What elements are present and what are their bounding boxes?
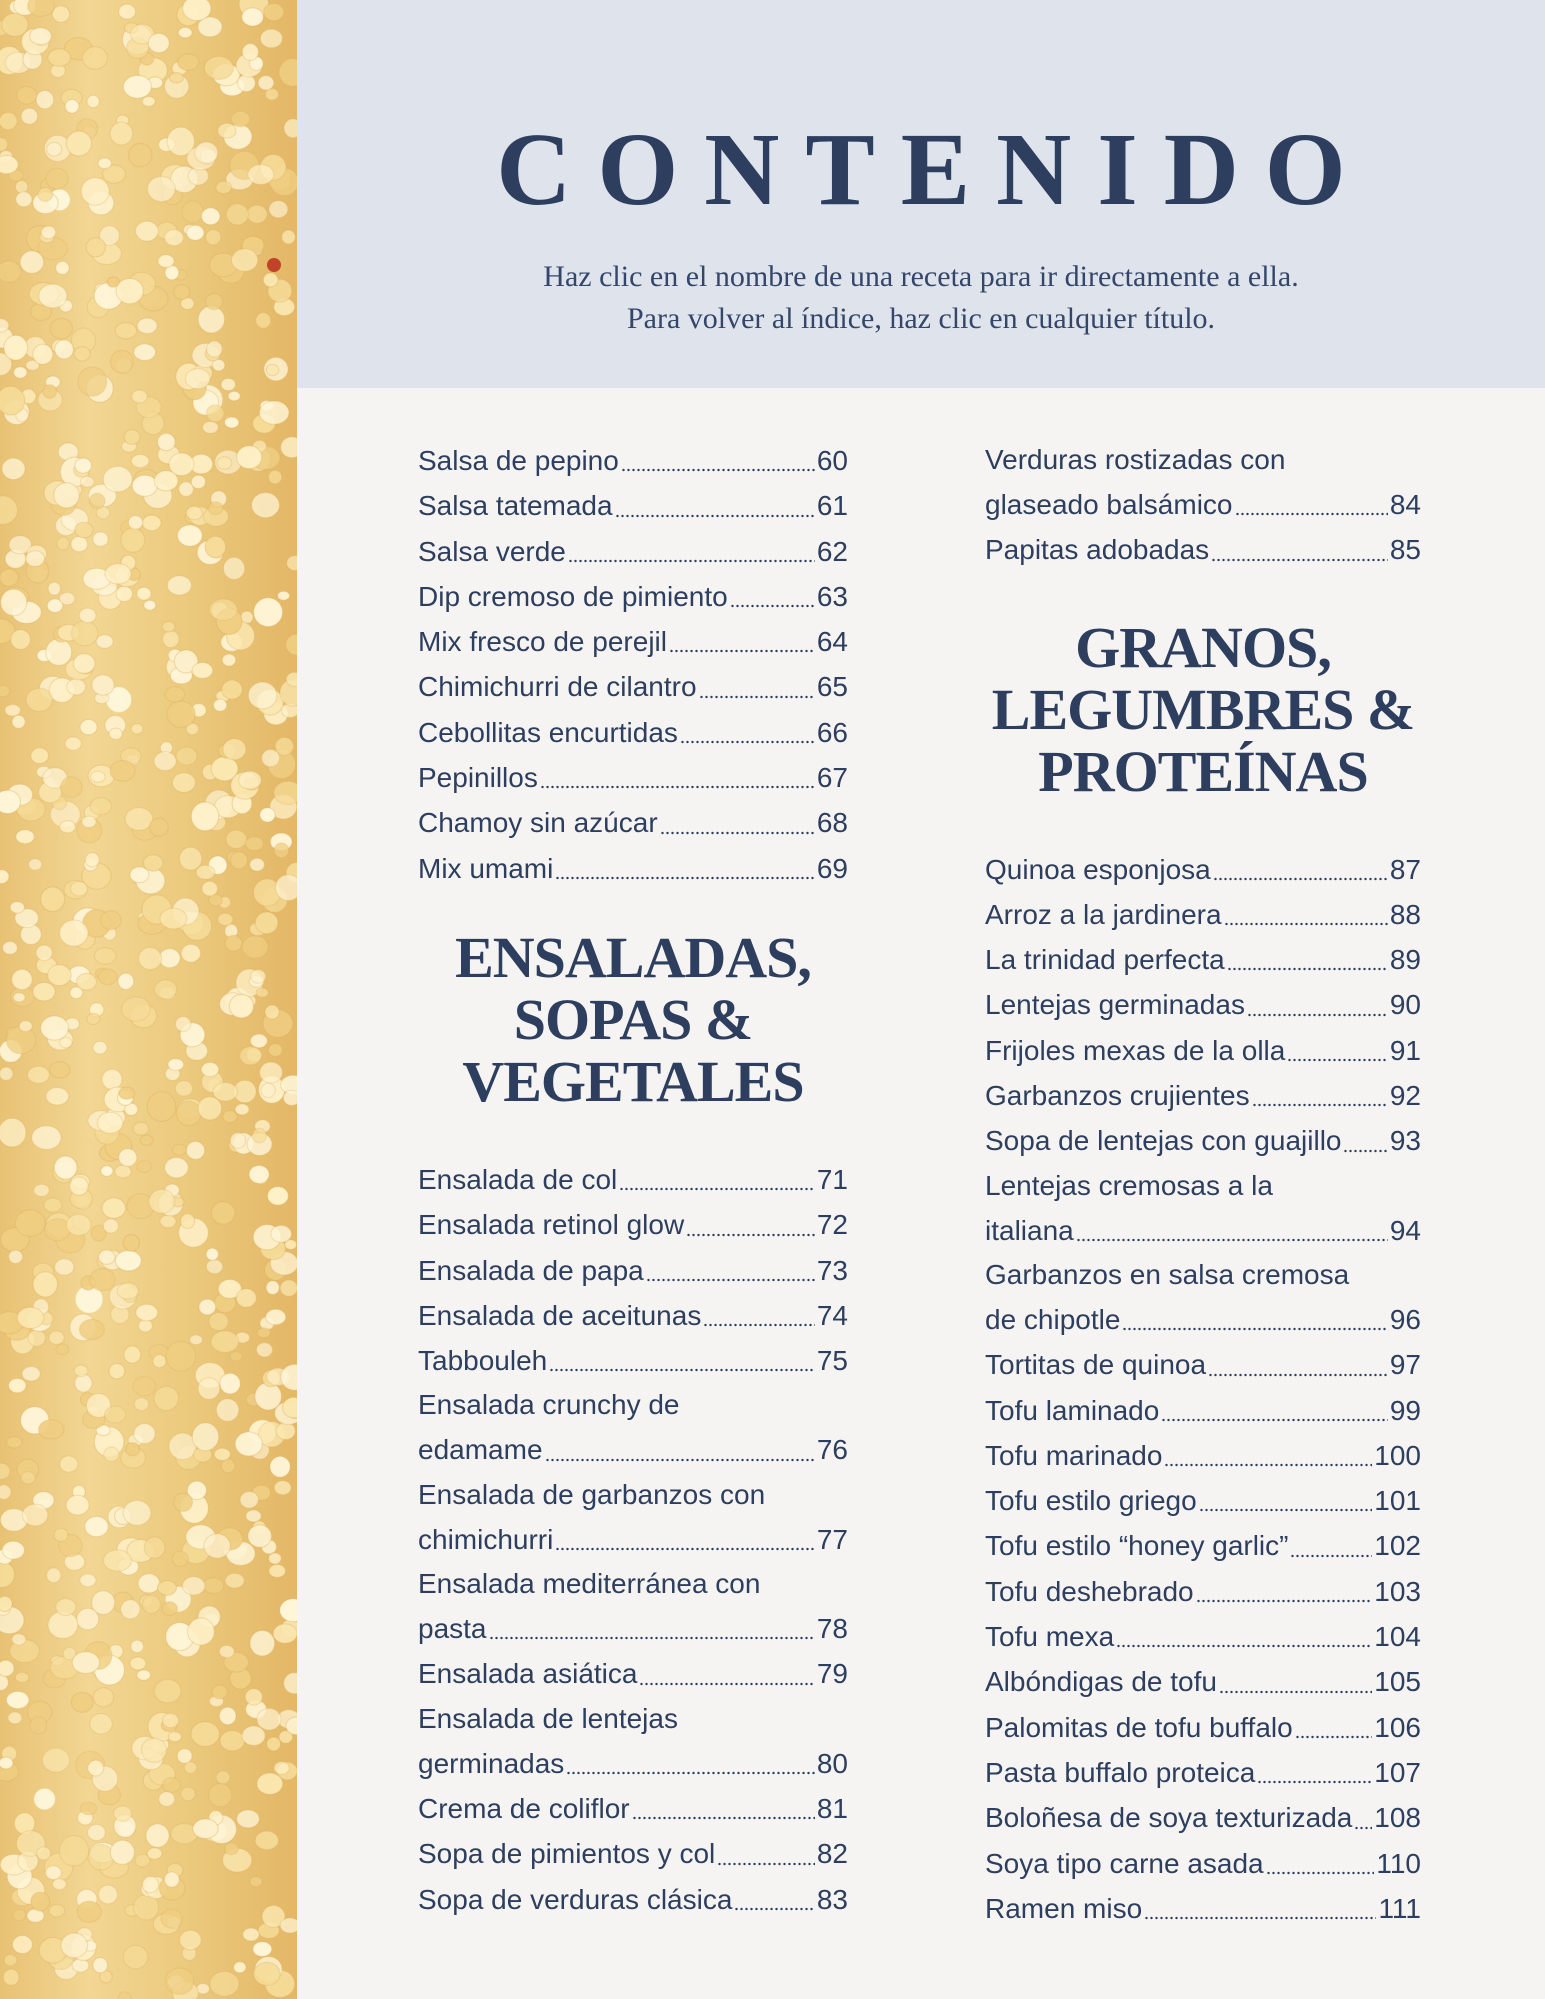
toc-right-column	[985, 438, 1421, 1931]
toc-entry-page: 106	[1374, 1711, 1421, 1743]
dot-leader	[660, 831, 815, 835]
toc-entry-name: italiana	[985, 1214, 1074, 1246]
toc-entry-name: Sopa de pimientos y col	[418, 1838, 716, 1870]
toc-entry-name-line1: Ensalada de garbanzos con	[418, 1478, 766, 1510]
toc-entry-name: Boloñesa de soya texturizada	[985, 1802, 1353, 1834]
toc-entry[interactable]	[418, 1383, 848, 1472]
toc-entry-page: 102	[1374, 1530, 1421, 1562]
dot-leader	[717, 1862, 815, 1866]
toc-entry-page: 89	[1389, 944, 1421, 976]
toc-entry[interactable]	[985, 1886, 1421, 1931]
toc-entry-name: Quinoa esponjosa	[985, 853, 1211, 885]
dot-leader	[632, 1816, 815, 1820]
toc-entry[interactable]	[985, 1073, 1421, 1118]
dot-leader	[555, 1547, 814, 1551]
toc-entry-name: Tofu laminado	[985, 1394, 1160, 1426]
toc-entry-page: 73	[816, 1254, 848, 1286]
toc-entry-name: Tofu marinado	[985, 1439, 1163, 1471]
toc-entry[interactable]	[418, 438, 848, 483]
dot-leader	[568, 559, 815, 563]
toc-entry[interactable]	[985, 1614, 1421, 1659]
toc-entry[interactable]	[985, 1750, 1421, 1795]
toc-entry-page: 90	[1389, 989, 1421, 1021]
toc-entry[interactable]	[985, 1659, 1421, 1704]
toc-entry-page: 82	[816, 1838, 848, 1870]
toc-entry[interactable]	[418, 1877, 848, 1922]
dot-leader	[1343, 1149, 1387, 1153]
dot-leader	[1116, 1644, 1372, 1648]
toc-entry[interactable]	[985, 1841, 1421, 1886]
toc-entry-page: 92	[1389, 1080, 1421, 1112]
toc-entry-name: Lentejas germinadas	[985, 989, 1245, 1021]
dot-leader	[545, 1458, 815, 1462]
dot-leader	[730, 604, 815, 608]
toc-entry-name: Papitas adobadas	[985, 534, 1210, 566]
section-title-line: ENSALADAS,	[455, 924, 811, 990]
page-title[interactable]: CONTENIDO	[496, 112, 1372, 227]
toc-entry[interactable]	[985, 1253, 1421, 1342]
dot-leader	[1122, 1327, 1387, 1331]
toc-entry-name: pasta	[418, 1613, 487, 1645]
section-title-line: LEGUMBRES &	[991, 676, 1415, 742]
toc-entry-name-line1: Verduras rostizadas con	[985, 444, 1286, 475]
toc-entry-page: 103	[1374, 1575, 1421, 1607]
toc-entry-name: Cebollitas encurtidas	[418, 716, 678, 748]
toc-entry[interactable]	[418, 1202, 848, 1247]
toc-entry-page: 61	[816, 490, 848, 522]
toc-entry-name: Tofu mexa	[985, 1621, 1115, 1653]
toc-entry-page: 74	[816, 1299, 848, 1331]
toc-entry-name: La trinidad perfecta	[985, 944, 1225, 976]
toc-entry[interactable]	[418, 846, 848, 891]
toc-entry-name: Tofu estilo “honey garlic”	[985, 1530, 1289, 1562]
toc-entry-page: 64	[816, 626, 848, 658]
dot-leader	[555, 876, 815, 880]
toc-entry-name: Sopa de verduras clásica	[418, 1883, 733, 1915]
dot-leader	[619, 1187, 815, 1191]
toc-entry[interactable]	[418, 1473, 848, 1562]
dot-leader	[1287, 1058, 1388, 1062]
toc-entry[interactable]	[985, 892, 1421, 937]
section-title-line: GRANOS,	[1075, 614, 1331, 680]
salads-list	[418, 1157, 848, 1922]
toc-entry-name: Salsa tatemada	[418, 490, 613, 522]
toc-entry-name: Arroz a la jardinera	[985, 898, 1222, 930]
toc-entry-page: 63	[816, 580, 848, 612]
dot-leader	[1252, 1103, 1388, 1107]
dot-leader	[1076, 1238, 1388, 1242]
dot-leader	[1208, 1373, 1388, 1377]
toc-entry-name: Sopa de lentejas con guajillo	[985, 1125, 1342, 1157]
toc-entry-name: Tofu estilo griego	[985, 1485, 1197, 1517]
page-subtitle	[297, 256, 1545, 340]
dot-leader	[621, 468, 815, 472]
dot-leader	[1213, 877, 1388, 881]
dot-leader	[1144, 1916, 1376, 1920]
toc-entry[interactable]	[985, 527, 1421, 572]
toc-entry-name: Ensalada de aceitunas	[418, 1299, 702, 1331]
toc-entry[interactable]	[418, 755, 848, 800]
dot-leader	[615, 514, 815, 518]
toc-entry-name: Ensalada de papa	[418, 1254, 644, 1286]
toc-entry-name: Tofu deshebrado	[985, 1575, 1194, 1607]
toc-entry-name-line1: Ensalada mediterránea con	[418, 1568, 761, 1600]
toc-entry-page: 94	[1389, 1214, 1421, 1246]
toc-entry-page: 91	[1389, 1034, 1421, 1066]
toc-entry[interactable]	[985, 1028, 1421, 1073]
toc-entry-page: 83	[816, 1883, 848, 1915]
toc-entry-name-line1: Lentejas cremosas a la	[985, 1169, 1273, 1201]
toc-entry[interactable]	[985, 1569, 1421, 1614]
toc-entry-name: Albóndigas de tofu	[985, 1666, 1217, 1698]
toc-entry[interactable]	[985, 1164, 1421, 1253]
toc-entry[interactable]	[418, 710, 848, 755]
toc-entry-name-line1: Garbanzos en salsa cremosa	[985, 1258, 1350, 1290]
toc-entry-name-line1: Ensalada de lentejas	[418, 1702, 678, 1734]
toc-entry-page: 68	[816, 807, 848, 839]
toc-entry-page: 76	[816, 1434, 848, 1466]
toc-entry-name: Palomitas de tofu buffalo	[985, 1711, 1293, 1743]
toc-entry-page: 67	[816, 762, 848, 794]
toc-entry-page: 75	[816, 1345, 848, 1377]
section-title-line: SOPAS &	[513, 986, 753, 1052]
toc-entry[interactable]	[418, 1293, 848, 1338]
quinoa-texture	[0, 0, 297, 1999]
toc-entry-name: Salsa verde	[418, 535, 566, 567]
toc-left-column	[418, 438, 848, 1922]
toc-entry[interactable]	[985, 1795, 1421, 1840]
toc-entry[interactable]	[985, 1388, 1421, 1433]
dot-leader	[1196, 1599, 1373, 1603]
dot-leader	[703, 1323, 815, 1327]
toc-entry-page: 108	[1374, 1802, 1421, 1834]
toc-entry-page: 81	[816, 1792, 848, 1824]
toc-entry[interactable]	[985, 1118, 1421, 1163]
toc-entry-name: chimichurri	[418, 1523, 554, 1555]
toc-entry-page: 111	[1378, 1892, 1421, 1924]
toc-entry[interactable]	[418, 1697, 848, 1786]
toc-entry-name: Chamoy sin azúcar	[418, 807, 658, 839]
dot-leader	[646, 1278, 815, 1282]
toc-entry[interactable]	[418, 800, 848, 845]
toc-entry-page: 99	[1389, 1394, 1421, 1426]
toc-entry-name: Chimichurri de cilantro	[418, 671, 697, 703]
toc-entry-page: 79	[816, 1658, 848, 1690]
toc-entry-name: Ensalada asiática	[418, 1658, 638, 1690]
section-title-salads[interactable]	[418, 924, 848, 1114]
toc-entry-name: Mix umami	[418, 852, 554, 884]
toc-entry[interactable]	[418, 1157, 848, 1202]
subtitle-line-1: Haz clic en el nombre de una receta para ir directamente a ella.	[543, 260, 1299, 293]
toc-entry[interactable]	[418, 1248, 848, 1293]
toc-entry-page: 85	[1389, 534, 1421, 566]
toc-entry[interactable]	[418, 619, 848, 664]
toc-entry-page: 69	[816, 852, 848, 884]
toc-entry-page: 101	[1374, 1485, 1421, 1517]
toc-entry[interactable]	[985, 1523, 1421, 1568]
toc-entry-page: 110	[1376, 1847, 1421, 1879]
toc-entry[interactable]	[985, 982, 1421, 1027]
subtitle-line-2: Para volver al índice, haz clic en cualquier título.	[626, 302, 1216, 335]
toc-entry[interactable]	[418, 483, 848, 528]
dot-leader	[1257, 1780, 1372, 1784]
toc-entry-page: 77	[816, 1523, 848, 1555]
dot-leader	[1211, 558, 1388, 562]
toc-entry-page: 80	[816, 1747, 848, 1779]
dot-leader	[680, 740, 815, 744]
toc-entry-page: 84	[1389, 489, 1421, 520]
toc-entry-page: 60	[816, 445, 848, 476]
dot-leader	[686, 1233, 815, 1237]
dot-leader	[1224, 922, 1388, 926]
toc-entry[interactable]	[985, 1342, 1421, 1387]
toc-entry-page: 62	[816, 535, 848, 567]
toc-entry-name: Tortitas de quinoa	[985, 1349, 1207, 1381]
toc-entry-page: 78	[816, 1613, 848, 1645]
toc-entry[interactable]	[418, 1338, 848, 1383]
dot-leader	[1354, 1826, 1372, 1830]
toc-entry-page: 72	[816, 1209, 848, 1241]
toc-entry-name: Salsa de pepino	[418, 445, 619, 476]
toc-entry-name: Garbanzos crujientes	[985, 1080, 1250, 1112]
toc-entry-name: Ramen miso	[985, 1892, 1143, 1924]
dot-leader	[566, 1771, 815, 1775]
toc-entry-page: 104	[1374, 1621, 1421, 1653]
toc-entry-name: Pepinillos	[418, 762, 538, 794]
toc-entry-name: Crema de coliflor	[418, 1792, 630, 1824]
dot-leader	[734, 1907, 814, 1911]
toc-entry-page: 107	[1374, 1756, 1421, 1788]
toc-entry-name: glaseado balsámico	[985, 489, 1233, 520]
toc-entry-name: germinadas	[418, 1747, 565, 1779]
dot-leader	[699, 695, 815, 699]
toc-entry-name-line1: Ensalada crunchy de	[418, 1389, 680, 1421]
toc-entry[interactable]	[985, 1433, 1421, 1478]
toc-entry[interactable]	[418, 574, 848, 619]
toc-entry-name: Frijoles mexas de la olla	[985, 1034, 1286, 1066]
toc-entry-page: 97	[1389, 1349, 1421, 1381]
toc-entry[interactable]	[985, 937, 1421, 982]
toc-entry[interactable]	[418, 1651, 848, 1696]
toc-entry-name: Soya tipo carne asada	[985, 1847, 1264, 1879]
toc-entry[interactable]	[985, 847, 1421, 892]
quinoa-photo	[0, 0, 297, 1999]
toc-entry-name: Dip cremoso de pimiento	[418, 580, 728, 612]
grains-list	[985, 847, 1421, 1932]
toc-entry[interactable]	[418, 664, 848, 709]
dot-leader	[639, 1682, 814, 1686]
dot-leader	[549, 1368, 815, 1372]
toc-entry-name: Mix fresco de perejil	[418, 626, 667, 658]
dot-leader	[1235, 512, 1388, 516]
sauces-list	[418, 438, 848, 891]
section-title-line: VEGETALES	[462, 1048, 804, 1114]
toc-entry-page: 65	[816, 671, 848, 703]
dot-leader	[1164, 1463, 1372, 1467]
section-title-line: PROTEÍNAS	[1038, 738, 1368, 804]
toc-entry-page: 66	[816, 716, 848, 748]
dot-leader	[1266, 1871, 1375, 1875]
toc-entry-page: 71	[816, 1163, 848, 1195]
dot-leader	[1247, 1013, 1388, 1017]
toc-entry-name: de chipotle	[985, 1303, 1121, 1335]
toc-entry-name: edamame	[418, 1434, 543, 1466]
toc-entry[interactable]	[985, 438, 1421, 527]
dot-leader	[1161, 1418, 1388, 1422]
toc-entry[interactable]	[985, 1478, 1421, 1523]
toc-entry-page: 105	[1374, 1666, 1421, 1698]
dot-leader	[1295, 1735, 1373, 1739]
toc-entry-page: 88	[1389, 898, 1421, 930]
toc-entry-page: 100	[1374, 1439, 1421, 1471]
section-title-grains[interactable]	[985, 614, 1421, 804]
dot-leader	[1199, 1508, 1373, 1512]
toc-entry-page: 96	[1389, 1303, 1421, 1335]
toc-entry-name: Tabbouleh	[418, 1345, 548, 1377]
dot-leader	[1290, 1554, 1372, 1558]
vegetables-list	[985, 438, 1421, 573]
header-band	[297, 0, 1545, 388]
toc-entry[interactable]	[418, 529, 848, 574]
dot-leader	[1227, 967, 1388, 971]
toc-entry-page: 93	[1389, 1125, 1421, 1157]
dot-leader	[540, 785, 815, 789]
dot-leader	[669, 649, 815, 653]
toc-entry-name: Pasta buffalo proteica	[985, 1756, 1256, 1788]
dot-leader	[489, 1636, 815, 1640]
dot-leader	[1219, 1690, 1372, 1694]
toc-entry[interactable]	[418, 1786, 848, 1831]
toc-entry[interactable]	[985, 1705, 1421, 1750]
toc-entry[interactable]	[418, 1562, 848, 1651]
toc-entry-page: 87	[1389, 853, 1421, 885]
toc-entry-name: Ensalada retinol glow	[418, 1209, 685, 1241]
toc-entry[interactable]	[418, 1831, 848, 1876]
toc-entry-name: Ensalada de col	[418, 1163, 618, 1195]
